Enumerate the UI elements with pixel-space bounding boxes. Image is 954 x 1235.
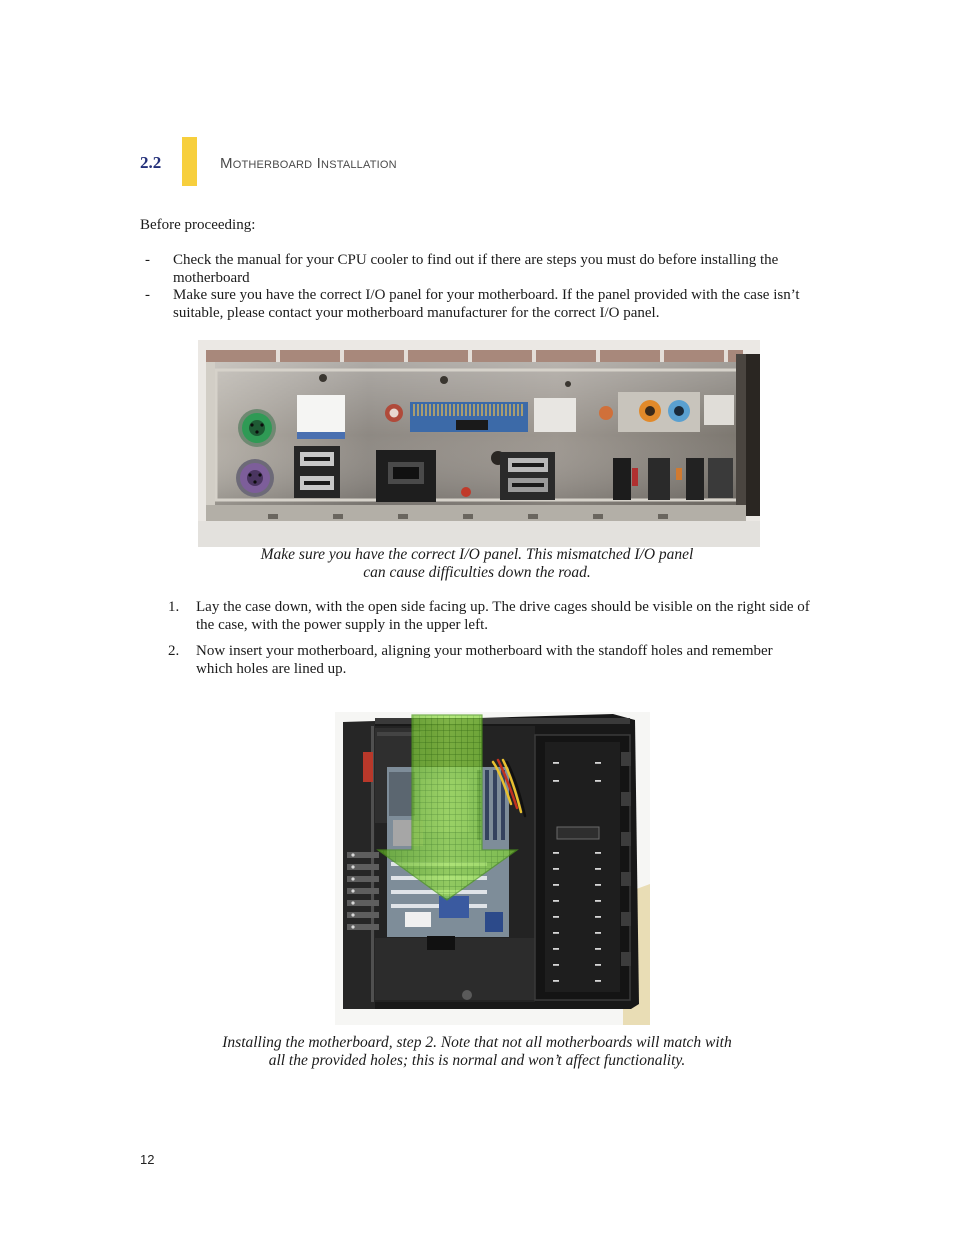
step-line: which holes are lined up. bbox=[196, 661, 347, 677]
ps2-mouse-port bbox=[236, 459, 274, 497]
drive-cage bbox=[535, 735, 631, 1000]
step-item bbox=[168, 642, 773, 678]
section-accent-bar bbox=[182, 137, 197, 186]
prerequisite-item bbox=[145, 251, 778, 287]
screw-hole bbox=[565, 381, 571, 387]
empty-cutout bbox=[534, 398, 576, 432]
io-connectors bbox=[389, 772, 415, 816]
audio-jack-orange bbox=[639, 400, 661, 422]
prerequisite-line: suitable, please contact your motherboard manufacturer for the correct I/O panel. bbox=[173, 305, 660, 321]
io-panel-photo bbox=[198, 340, 760, 547]
section-title: Motherboard Installation bbox=[220, 155, 397, 172]
psu-red-part bbox=[363, 752, 373, 782]
usb-ports bbox=[294, 446, 340, 498]
pc-case-photo bbox=[335, 712, 650, 1025]
coaxial-port bbox=[385, 404, 403, 422]
step-line: Lay the case down, with the open side facing up. The drive cages should be visible on the right side of bbox=[196, 599, 810, 615]
audio-jack-blue bbox=[668, 400, 690, 422]
figure-caption: all the provided holes; this is normal and won’t affect functionality. bbox=[268, 1052, 686, 1069]
prerequisite-line: Make sure you have the correct I/O panel for your motherboard. If the panel provided with the case isn’t bbox=[173, 287, 800, 303]
tray-cutout bbox=[427, 936, 455, 950]
step-line: the case, with the power supply in the upper left. bbox=[196, 617, 489, 633]
standoff bbox=[462, 990, 472, 1000]
chipset bbox=[439, 896, 469, 918]
screw-hole bbox=[319, 374, 327, 382]
empty-cutout bbox=[704, 395, 734, 425]
prerequisite-item bbox=[145, 286, 800, 322]
step-line: Now insert your motherboard, aligning your motherboard with the standoff holes and remember bbox=[196, 643, 773, 659]
table-surface bbox=[198, 521, 760, 547]
small-red-connector bbox=[461, 487, 471, 497]
label-sticker bbox=[405, 912, 431, 927]
usb-ethernet-ports bbox=[500, 452, 555, 500]
drive-bay-bracket bbox=[557, 827, 599, 839]
sata-ports bbox=[485, 912, 503, 932]
step-number: 1. bbox=[168, 599, 180, 615]
empty-cutout bbox=[297, 395, 345, 439]
figure-caption: Make sure you have the correct I/O panel. This mismatched I/O panel bbox=[260, 546, 694, 563]
ps2-keyboard-port bbox=[238, 409, 276, 447]
section-number: 2.2 bbox=[140, 153, 162, 172]
prerequisite-line: Check the manual for your CPU cooler to find out if there are steps you must do before installing the bbox=[173, 252, 779, 268]
figure-caption: can cause difficulties down the road. bbox=[363, 564, 591, 581]
prerequisite-line: motherboard bbox=[173, 270, 250, 286]
small-orange-connector bbox=[599, 406, 613, 420]
page-number: 12 bbox=[140, 1152, 155, 1167]
step-item bbox=[168, 598, 810, 634]
step-number: 2. bbox=[168, 643, 180, 659]
visible-circuit-board bbox=[410, 402, 528, 432]
bullet-marker: - bbox=[145, 287, 150, 303]
bullet-marker: - bbox=[145, 252, 150, 268]
video-port bbox=[376, 450, 436, 502]
screw-hole bbox=[440, 376, 448, 384]
intro-text: Before proceeding: bbox=[140, 217, 256, 233]
figure-caption: Installing the motherboard, step 2. Note that not all motherboards will match with bbox=[222, 1034, 732, 1051]
